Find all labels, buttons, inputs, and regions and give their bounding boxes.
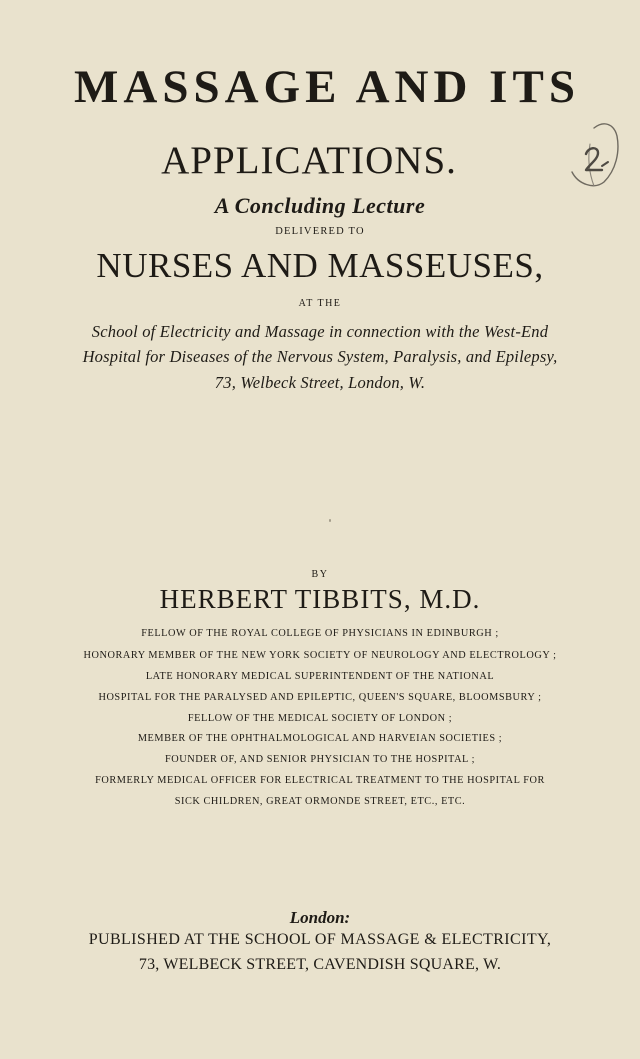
title-line-1: MASSAGE AND ITS xyxy=(74,61,580,113)
qualification-line: MEMBER OF THE OPHTHALMOLOGICAL AND HARVEIAN SOCIETIES ; xyxy=(137,733,503,744)
at-the-label: AT THE xyxy=(298,298,342,309)
audience-heading: NURSES AND MASSEUSES, xyxy=(96,246,544,285)
school-line-2: Hospital for Diseases of the Nervous System, Paralysis, and Epilepsy, xyxy=(82,347,558,366)
school-line-1: School of Electricity and Massage in connection with the West-End xyxy=(91,322,549,341)
imprint-place: London: xyxy=(289,908,351,927)
qualification-line: HOSPITAL FOR THE PARALYSED AND EPILEPTIC, QUEEN'S SQUARE, BLOOMSBURY ; xyxy=(98,692,542,703)
qualification-line: FOUNDER OF, AND SENIOR PHYSICIAN TO THE HOSPITAL ; xyxy=(164,754,476,765)
qualification-line: FELLOW OF THE ROYAL COLLEGE OF PHYSICIANS IN EDINBURGH ; xyxy=(141,628,499,639)
qualification-line: FORMERLY MEDICAL OFFICER FOR ELECTRICAL TREATMENT TO THE HOSPITAL FOR xyxy=(95,775,545,786)
qualification-line: SICK CHILDREN, GREAT ORMONDE STREET, ETC., ETC. xyxy=(174,796,466,807)
school-line-3: 73, Welbeck Street, London, W. xyxy=(214,373,426,392)
imprint-publisher-line-1: PUBLISHED AT THE SCHOOL OF MASSAGE & ELECTRICITY, xyxy=(88,931,552,948)
qualification-line: FELLOW OF THE MEDICAL SOCIETY OF LONDON ; xyxy=(187,713,453,724)
qualification-line: HONORARY MEMBER OF THE NEW YORK SOCIETY OF NEUROLOGY AND ELECTROLOGY ; xyxy=(83,650,557,661)
author-name: HERBERT TIBBITS, M.D. xyxy=(159,584,481,614)
qualification-line: LATE HONORARY MEDICAL SUPERINTENDENT OF THE NATIONAL xyxy=(145,671,495,682)
title-line-2: APPLICATIONS. xyxy=(161,139,457,182)
imprint-publisher-line-2: 73, WELBECK STREET, CAVENDISH SQUARE, W. xyxy=(138,956,502,973)
by-label: BY xyxy=(311,569,329,580)
delivered-to-label: DELIVERED TO xyxy=(275,226,365,237)
paper-speck xyxy=(329,519,331,522)
handwritten-number-annotation xyxy=(564,114,626,194)
lecture-subtitle: A Concluding Lecture xyxy=(214,193,426,218)
